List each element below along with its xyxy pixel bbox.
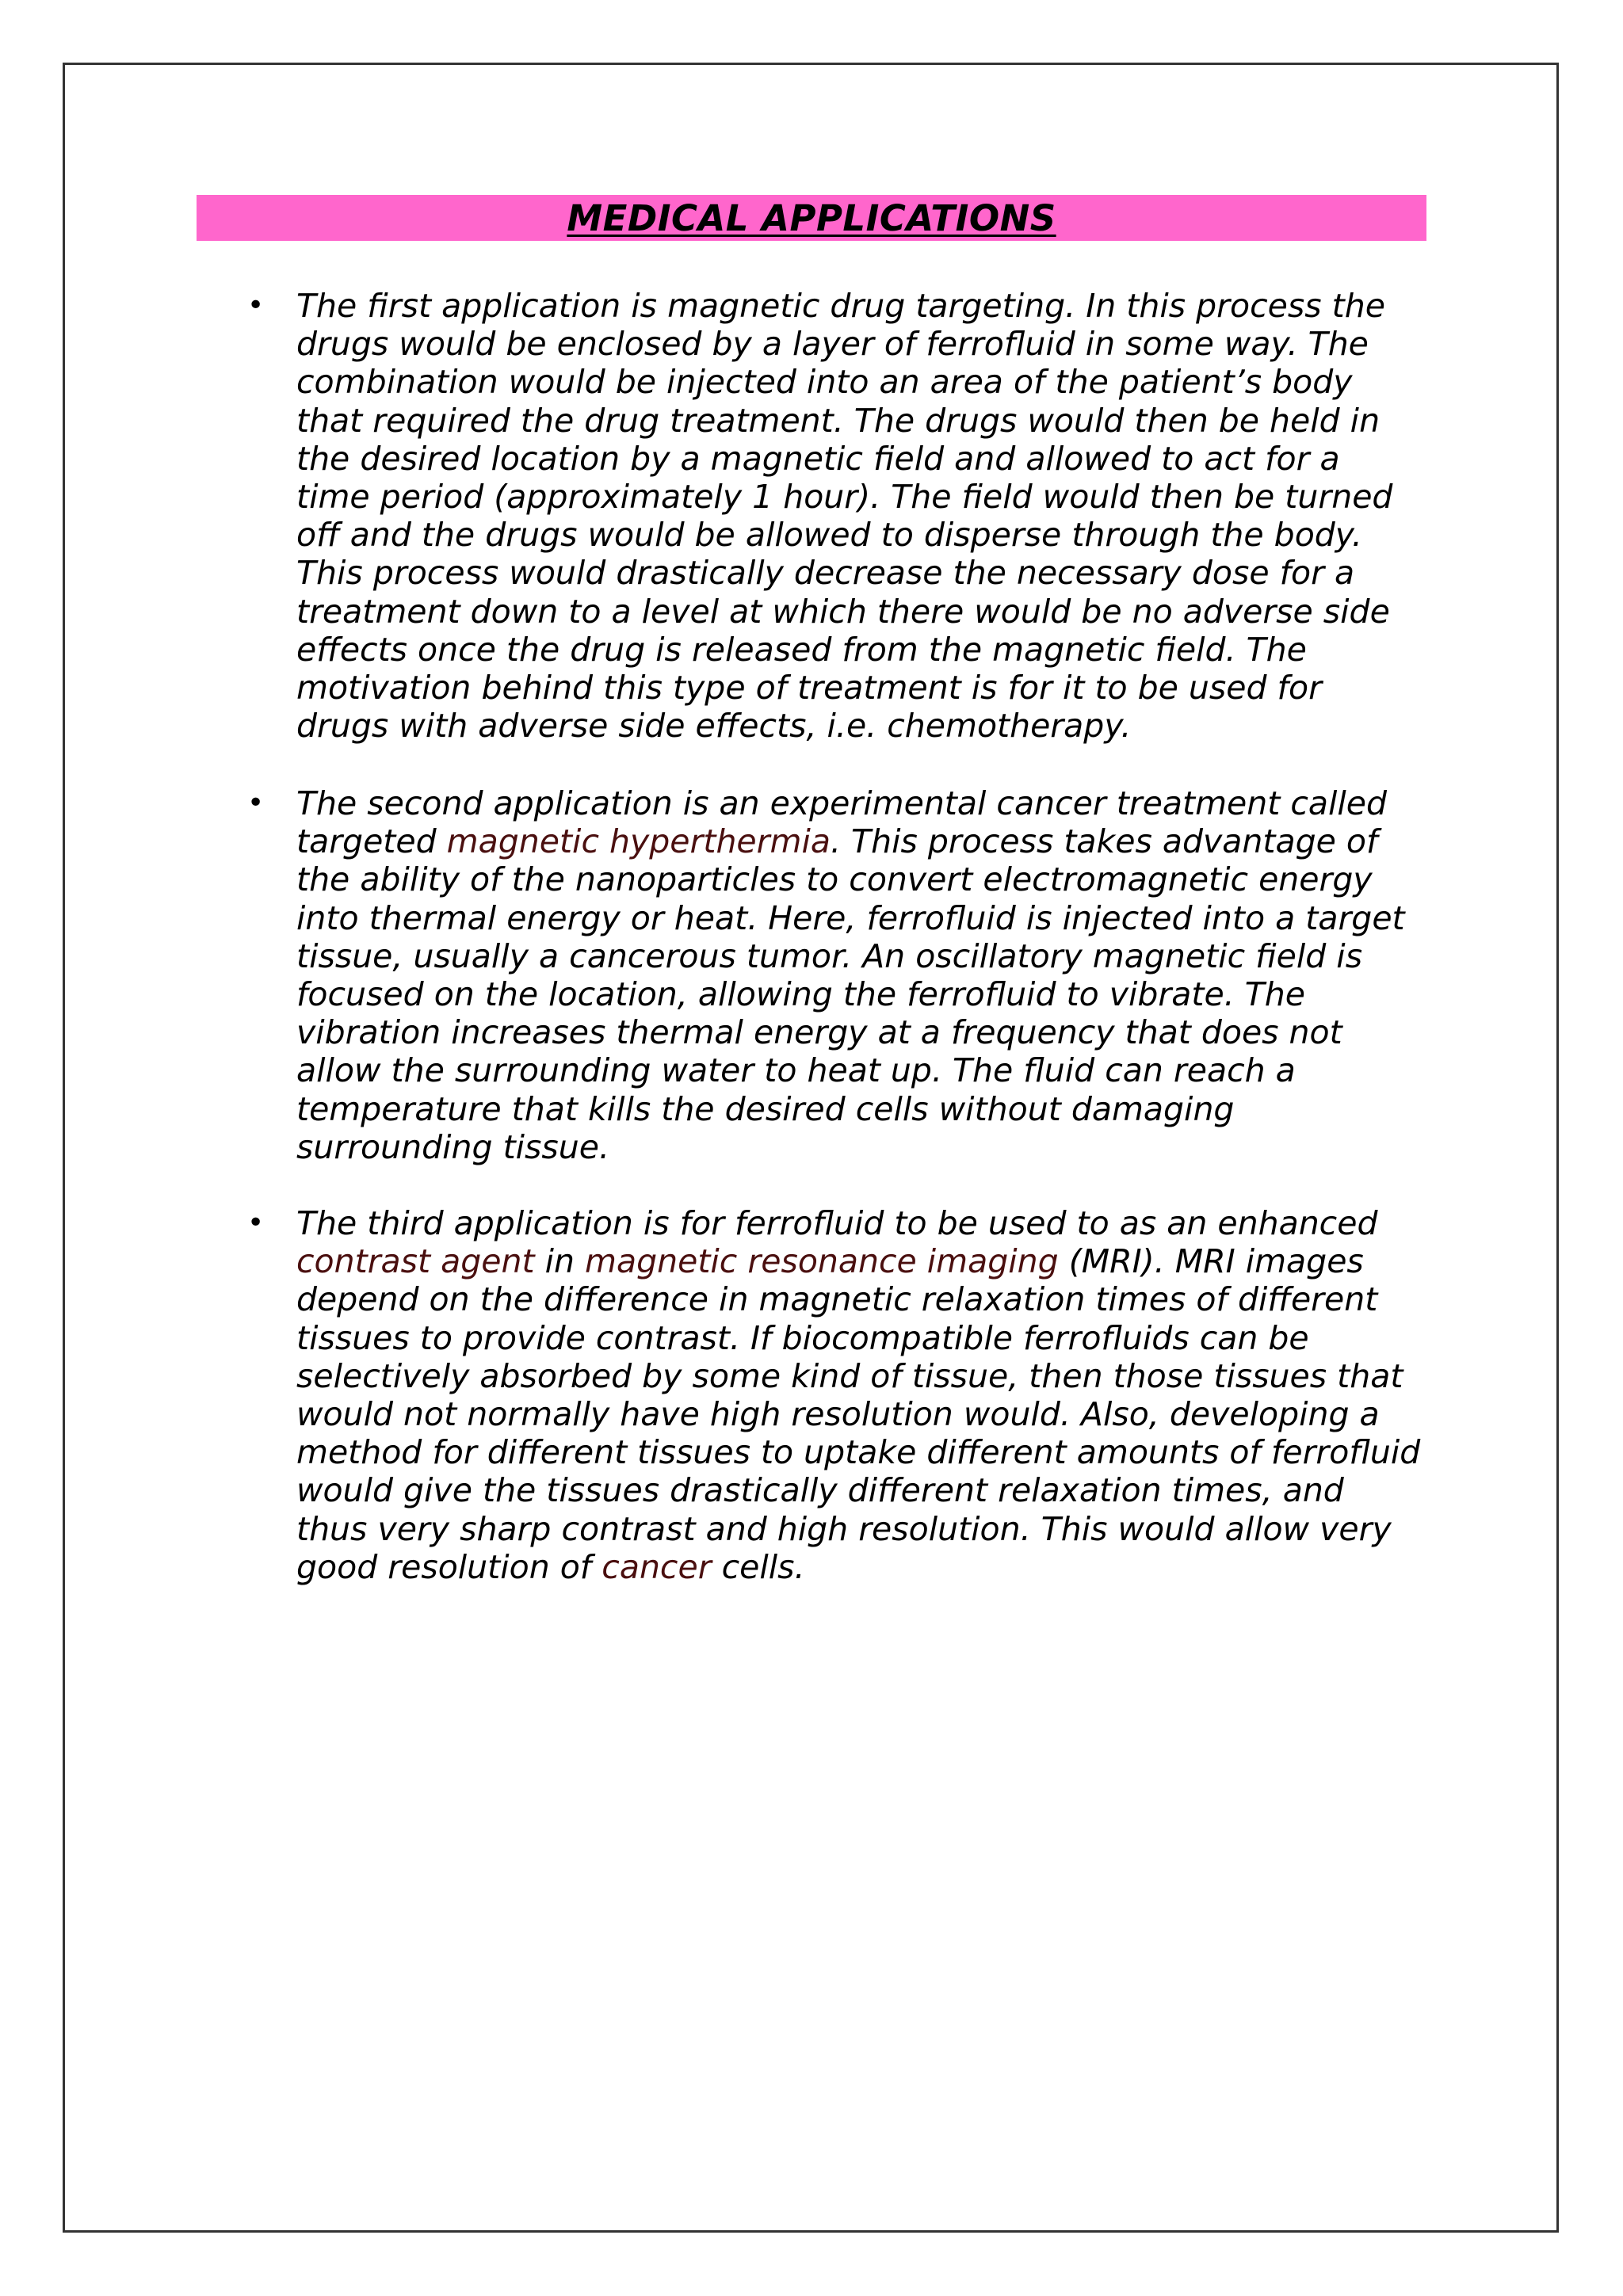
text-line: tissue, usually a cancerous tumor. An oscillatory magnetic field is [296, 936, 1363, 975]
text-line: The first application is magnetic drug targeting. In this process the [296, 287, 1385, 325]
text-line: combination would be injected into an area of the patient’s body [296, 363, 1353, 402]
text-line: temperature that kills the desired cells without damaging [296, 1089, 1235, 1128]
text-fragment: . This process takes advantage of [830, 822, 1378, 861]
bullet-icon: • [247, 1207, 265, 1239]
text-line: the desired location by a magnetic field and allowed to act for a [296, 439, 1340, 478]
text-line [296, 1242, 1438, 1280]
text-line: thus very sharp contrast and high resolution. This would allow very [296, 1509, 1392, 1548]
text-line: would give the tissues drastically different relaxation times, and [296, 1471, 1344, 1510]
text-line: time period (approximately 1 hour). The field would then be turned [296, 478, 1393, 517]
text-line: that required the drug treatment. The drugs would then be held in [296, 401, 1381, 440]
text-line: into thermal energy or heat. Here, ferrofluid is injected into a target [296, 898, 1405, 937]
text-line: off and the drugs would be allowed to disperse through the body. [296, 516, 1362, 555]
text-fragment: good resolution of [296, 1547, 602, 1586]
list-item-text [296, 1204, 1438, 1586]
page-title: MEDICAL APPLICATIONS [567, 196, 1056, 239]
text-line: This process would drastically decrease the necessary dose for a [296, 554, 1355, 593]
list-item-text [296, 784, 1438, 1166]
magnetic-resonance-imaging-link[interactable]: magnetic resonance imaging [585, 1242, 1059, 1281]
list-item-text [296, 287, 1438, 745]
text-line: method for different tissues to uptake different amounts of ferrofluid [296, 1433, 1421, 1472]
text-line: The third application is for ferrofluid to be used to as an enhanced [296, 1204, 1378, 1242]
text-line: tissues to provide contrast. If biocompatible ferrofluids can be [296, 1318, 1309, 1357]
text-line: allow the surrounding water to heat up. The fluid can reach a [296, 1051, 1296, 1090]
text-line: The second application is an experimental cancer treatment called [296, 784, 1388, 822]
cancer-link[interactable]: cancer [601, 1547, 712, 1586]
bullet-icon: • [247, 787, 265, 819]
text-line: drugs with adverse side effects, i.e. chemotherapy. [296, 707, 1132, 746]
contrast-agent-link[interactable]: contrast agent [296, 1242, 535, 1281]
list-item-drug-targeting [247, 287, 1438, 746]
text-fragment: cells. [711, 1547, 805, 1586]
text-line: surrounding tissue. [296, 1127, 610, 1166]
text-fragment: in [534, 1242, 586, 1281]
text-fragment: (MRI). MRI images [1058, 1242, 1364, 1281]
text-line: selectively absorbed by some kind of tissue, then those tissues that [296, 1356, 1403, 1395]
text-line: would not normally have high resolution would. Also, developing a [296, 1395, 1380, 1434]
text-line [296, 1548, 1438, 1586]
text-line: drugs would be enclosed by a layer of ferrofluid in some way. The [296, 325, 1369, 364]
list-item-hyperthermia [247, 784, 1438, 1166]
text-line: vibration increases thermal energy at a frequency that does not [296, 1013, 1342, 1052]
text-fragment: targeted [296, 822, 447, 861]
title-banner [197, 195, 1426, 241]
bullet-icon: • [247, 289, 265, 322]
text-line: effects once the drug is released from the magnetic field. The [296, 630, 1307, 669]
text-line [296, 822, 1438, 860]
magnetic-hyperthermia-link[interactable]: magnetic hyperthermia [446, 822, 831, 861]
text-line: motivation behind this type of treatment is for it to be used for [296, 669, 1322, 707]
text-line: treatment down to a level at which there would be no adverse side [296, 592, 1390, 631]
text-line: focused on the location, allowing the ferrofluid to vibrate. The [296, 975, 1305, 1014]
list-item-mri-contrast [247, 1204, 1438, 1586]
text-line: the ability of the nanoparticles to convert electromagnetic energy [296, 860, 1373, 899]
text-line: depend on the difference in magnetic relaxation times of different [296, 1280, 1378, 1319]
